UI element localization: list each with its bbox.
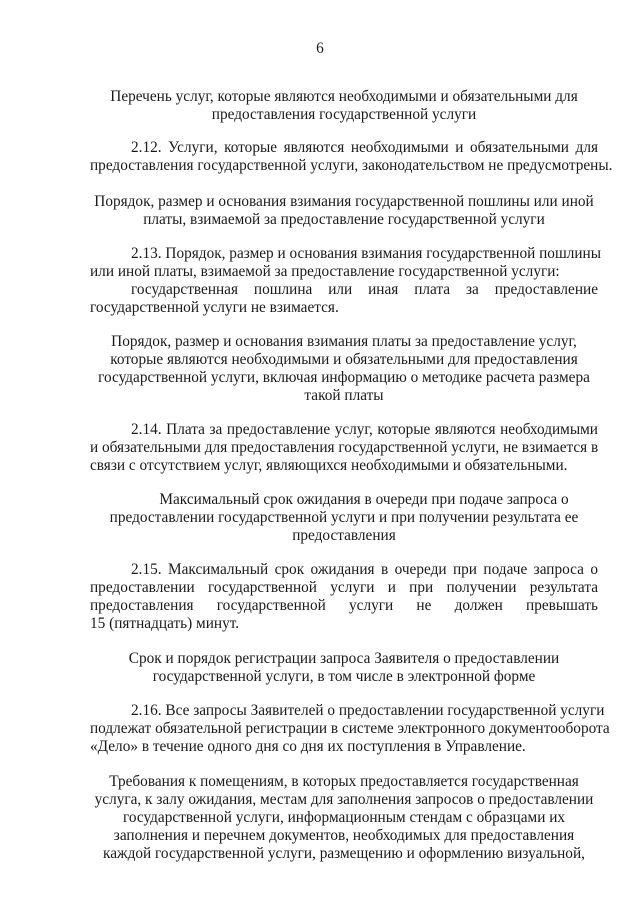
paragraph-2-14: связи с отсутствием услуг, являющихся необходимыми и обязательными.: [90, 457, 568, 474]
section-heading-premises: услуга, к залу ожидания, местам для заполнения запросов о предоставлении: [94, 791, 594, 808]
section-heading-premises: каждой государственной услуги, размещению и оформлению визуальной,: [103, 845, 585, 862]
paragraph-2-16: 2.16. Все запросы Заявителей о предоставлении государственной услуги: [131, 702, 605, 719]
section-heading-services-fee: государственной услуги, включая информацию о методике расчета размера: [98, 369, 590, 386]
paragraph-2-15: 15 (пятнадцать) минут.: [90, 615, 240, 632]
section-heading-registration: государственной услуги, в том числе в электронной форме: [152, 668, 536, 685]
section-heading-premises: государственной услуги, информационным стендам с образцами их: [122, 809, 566, 826]
paragraph-2-12: предоставления государственной услуги, законодательством не предусмотрены.: [90, 157, 613, 174]
paragraph-2-13: или иной платы, взимаемой за предоставление государственной услуги:: [90, 263, 560, 280]
section-heading-state-fee: Порядок, размер и основания взимания государственной пошлины или иной: [94, 193, 594, 210]
section-heading-registration: Срок и порядок регистрации запроса Заявителя о предоставлении: [128, 650, 560, 667]
section-heading-premises: Требования к помещениям, в которых предоставляется государственная: [109, 773, 579, 790]
paragraph-2-15: предоставления государственной услуги не должен превышать: [90, 597, 598, 614]
section-heading-necessary-services: предоставления государственной услуги: [211, 106, 477, 123]
section-heading-waiting-time: предоставлении государственной услуги и при получении результата ее: [109, 509, 579, 526]
paragraph-2-16: подлежат обязательной регистрации в системе электронного документооборота: [90, 720, 610, 737]
section-heading-state-fee: платы, взимаемой за предоставление государственной услуги: [143, 211, 545, 228]
section-heading-services-fee: такой платы: [304, 387, 384, 404]
paragraph-2-16: «Дело» в течение одного дня со дня их поступления в Управление.: [90, 738, 526, 755]
paragraph-2-15: предоставлении государственной услуги и при получении результата: [90, 579, 598, 596]
paragraph-2-12: 2.12. Услуги, которые являются необходимыми и обязательными для: [131, 139, 598, 156]
section-heading-services-fee: Порядок, размер и основания взимания платы за предоставление услуг,: [111, 333, 577, 350]
paragraph-2-14: 2.14. Плата за предоставление услуг, которые являются необходимыми: [131, 421, 598, 438]
section-heading-premises: заполнения и перечнем документов, необходимых для предоставления: [113, 827, 575, 844]
paragraph-2-13: государственная пошлина или иная плата за предоставление: [131, 281, 598, 298]
section-heading-waiting-time: предоставления: [292, 527, 396, 544]
page-number: 6: [316, 40, 324, 57]
section-heading-waiting-time: Максимальный срок ожидания в очереди при подаче запроса о: [159, 491, 569, 508]
paragraph-2-13: 2.13. Порядок, размер и основания взимания государственной пошлины: [131, 245, 602, 262]
section-heading-necessary-services: Перечень услуг, которые являются необходимыми и обязательными для: [110, 88, 578, 105]
paragraph-2-15: 2.15. Максимальный срок ожидания в очереди при подаче запроса о: [131, 561, 598, 578]
section-heading-services-fee: которые являются необходимыми и обязательными для предоставления: [110, 351, 578, 368]
paragraph-2-14: и обязательными для предоставления государственной услуги, не взимается в: [90, 439, 599, 456]
paragraph-2-13: государственной услуги не взимается.: [90, 299, 339, 316]
